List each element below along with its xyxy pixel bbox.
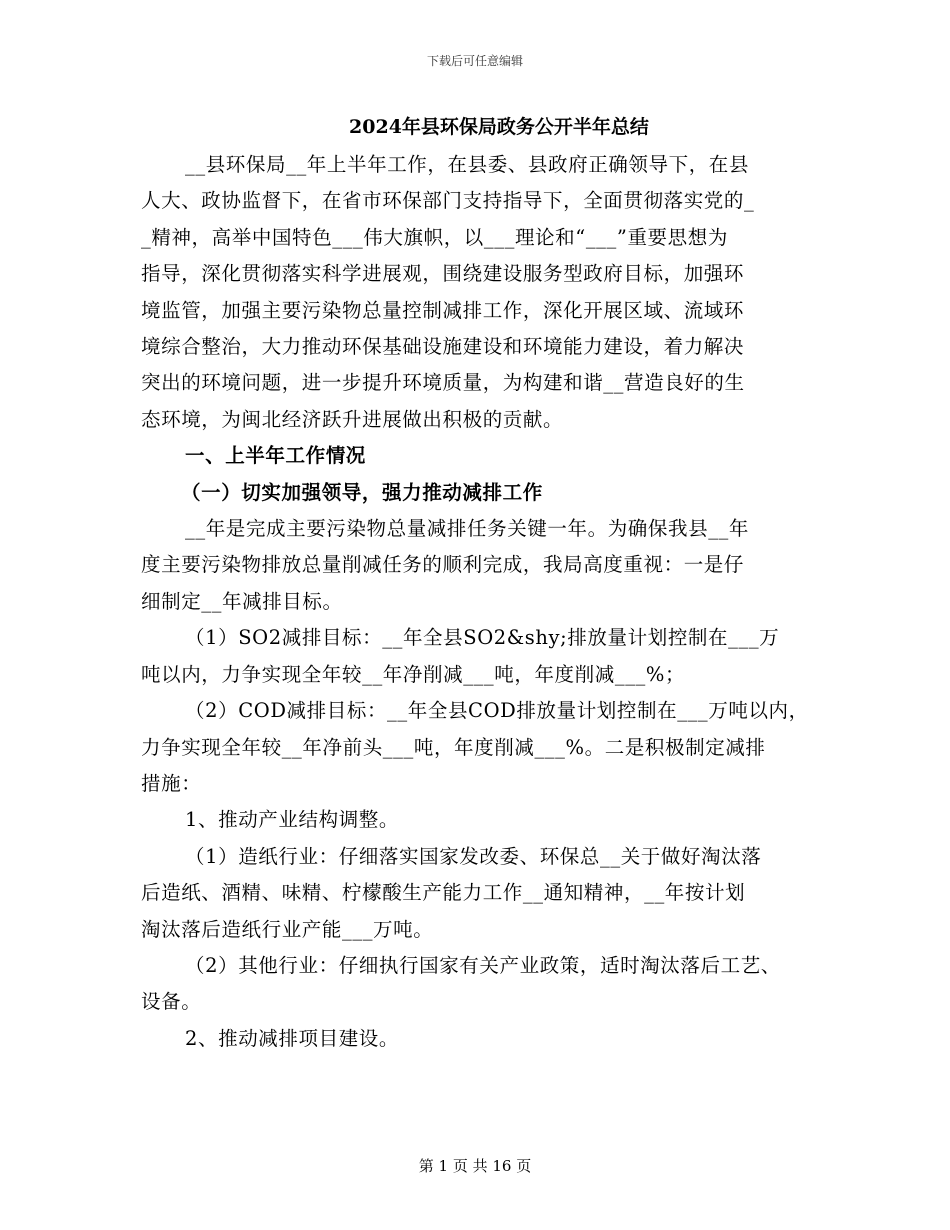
paragraph-line: 吨以内，力争实现全年较__年净削减___吨，年度削减___%； bbox=[141, 662, 686, 686]
paragraph-line: 力争实现全年较__年净前头___吨，年度削减___%。二是积极制定减排 bbox=[141, 735, 766, 759]
subsection-heading: （一）切实加强领导，强力推动减排工作 bbox=[181, 480, 543, 504]
paragraph-line: _精神，高举中国特色___伟大旗帜，以___理论和“___”重要思想为 bbox=[141, 225, 728, 249]
document-body bbox=[141, 147, 821, 1057]
paragraph-line: （2）其他行业：仔细执行国家有关产业政策，适时淘汰落后工艺、 bbox=[185, 953, 781, 977]
paragraph-line: __年是完成主要污染物总量减排任务关键一年。为确保我县__年 bbox=[185, 517, 750, 541]
paragraph-line: （1）造纸行业：仔细落实国家发改委、环保总__关于做好淘汰落 bbox=[185, 844, 762, 868]
paragraph-line: 度主要污染物排放总量削减任务的顺利完成，我局高度重视：一是仔 bbox=[141, 553, 745, 577]
paragraph-line: 措施： bbox=[141, 771, 202, 795]
paragraph-line: 境监管，加强主要污染物总量控制减排工作，深化开展区域、流域环 bbox=[141, 298, 745, 322]
document-title: 2024年县环保局政务公开半年总结 bbox=[349, 116, 649, 138]
paragraph-line: 态环境，为闽北经济跃升进展做出积极的贡献。 bbox=[141, 407, 564, 431]
paragraph-line: 2、推动减排项目建设。 bbox=[185, 1026, 400, 1050]
paragraph-line: __县环保局__年上半年工作，在县委、县政府正确领导下，在县 bbox=[185, 153, 750, 176]
paragraph-line: 设备。 bbox=[141, 990, 202, 1014]
paragraph-line: （1）SO2减排目标：__年全县SO2&shy;排放量计划控制在___万 bbox=[185, 626, 780, 650]
paragraph-line: 淘汰落后造纸行业产能___万吨。 bbox=[141, 917, 434, 941]
section-heading: 一、上半年工作情况 bbox=[185, 444, 366, 468]
paragraph-line: 1、推动产业结构调整。 bbox=[185, 808, 400, 832]
paragraph-line: 细制定__年减排目标。 bbox=[141, 589, 343, 613]
paragraph-line: 人大、政协监督下，在省市环保部门支持指导下，全面贯彻落实党的_ bbox=[141, 189, 755, 213]
paragraph-line: 突出的环境问题，进一步提升环境质量，为构建和谐__营造良好的生 bbox=[141, 371, 745, 395]
paragraph-line: （2）COD减排目标：__年全县COD排放量计划控制在___万吨以内， bbox=[185, 699, 809, 723]
paragraph-line: 境综合整治，大力推动环保基础设施建设和环境能力建设，着力解决 bbox=[141, 335, 745, 359]
paragraph-line: 指导，深化贯彻落实科学进展观，围绕建设服务型政府目标，加强环 bbox=[141, 262, 745, 286]
page-header-note: 下载后可任意编辑 bbox=[426, 54, 523, 68]
paragraph-line: 后造纸、酒精、味精、柠檬酸生产能力工作__通知精神，__年按计划 bbox=[141, 881, 746, 905]
page-number: 第 1 页 共 16 页 bbox=[418, 1157, 532, 1175]
